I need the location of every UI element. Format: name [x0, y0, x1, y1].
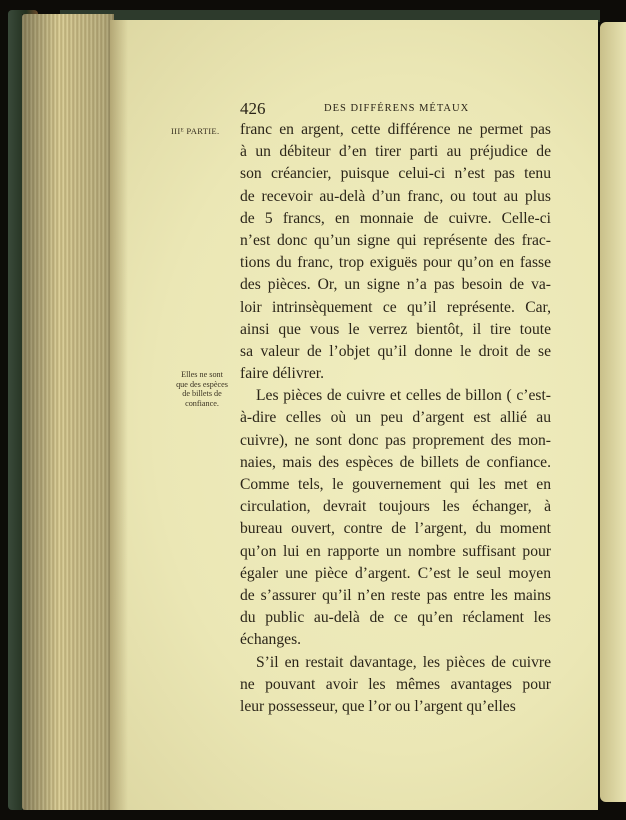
paragraph	[240, 385, 551, 651]
text-line: S’il en restait davantage, les pièces de cuivre	[256, 653, 551, 671]
page-edges	[22, 14, 114, 810]
text-line: de s’assurer qu’il n’en reste pas entre les mains	[240, 586, 551, 604]
page-edges-shade	[22, 14, 114, 810]
page-number: 426	[240, 99, 266, 118]
text-line: son créancier, puisque celui-ci n’est pas tenu	[240, 165, 551, 183]
text-line: Les pièces de cuivre et celles de billon ( c’est-	[256, 387, 551, 405]
gutter-shadow	[110, 20, 128, 810]
running-title: DES DIFFÉRENS MÉTAUX	[324, 103, 470, 114]
text-line: ne pouvant avoir les mêmes avantages pour	[240, 675, 551, 693]
margin-note-line: Elles ne sont	[181, 370, 223, 379]
text-line: naies, mais des espèces de billets de confiance.	[240, 453, 551, 471]
page-body-text	[240, 119, 551, 718]
text-line: à-dire celles où un peu d’argent est allié au	[240, 409, 551, 427]
text-line: à un débiteur d’en tirer parti au préjudice de	[240, 143, 551, 161]
text-line: faire délivrer.	[240, 365, 324, 383]
text-line: de recevoir au-delà d’un franc, ou tout au plus	[240, 187, 551, 205]
text-line: qu’on lui en rapporte un nombre suffisant pour	[240, 542, 551, 560]
margin-part-label: IIIᴱ PARTIE.	[171, 126, 220, 136]
text-line: sa valeur de l’objet qu’il donne le droit de se	[240, 342, 551, 360]
page-header	[240, 99, 551, 121]
text-line: cuivre), ne sont donc pas proprement des mon-	[240, 431, 551, 449]
text-line: des pièces. Or, un signe n’a pas besoin de va-	[240, 276, 551, 294]
text-line: leur possesseur, que l’or ou l’argent qu’elles	[240, 697, 516, 715]
text-line: tions du franc, trop exiguës pour qu’on en fasse	[240, 254, 551, 272]
margin-note-line: que des espèces	[176, 379, 228, 389]
text-line: circulation, devrait toujours les échanger, à	[240, 498, 551, 516]
text-line: Comme tels, le gouvernement qui les met en	[240, 476, 551, 493]
text-line: franc en argent, cette différence ne permet pas	[240, 121, 551, 138]
text-line: ainsi que vous le verrez bientôt, il tire toute	[240, 320, 551, 338]
text-line: du public au-delà de ce qu’en réclament les	[240, 609, 551, 627]
text-line: de 5 francs, en monnaie de cuivre. Celle-ci	[240, 209, 551, 227]
text-line: bureau ouvert, contre de l’argent, du moment	[240, 520, 551, 538]
text-line: égaler une pièce d’argent. C’est le seul moyen	[240, 564, 551, 582]
margin-note-line: de billets de	[182, 389, 222, 398]
margin-note	[166, 370, 238, 408]
text-line: échanges.	[240, 631, 302, 649]
margin-note-line: confiance.	[185, 398, 219, 408]
paragraph	[240, 652, 551, 719]
text-line: loir intrinsèquement ce qu’il représente. Car,	[240, 298, 551, 316]
text-line: n’est donc qu’un signe qui représente des frac-	[240, 231, 551, 249]
facing-page-edge	[600, 22, 626, 802]
paragraph	[240, 119, 551, 385]
